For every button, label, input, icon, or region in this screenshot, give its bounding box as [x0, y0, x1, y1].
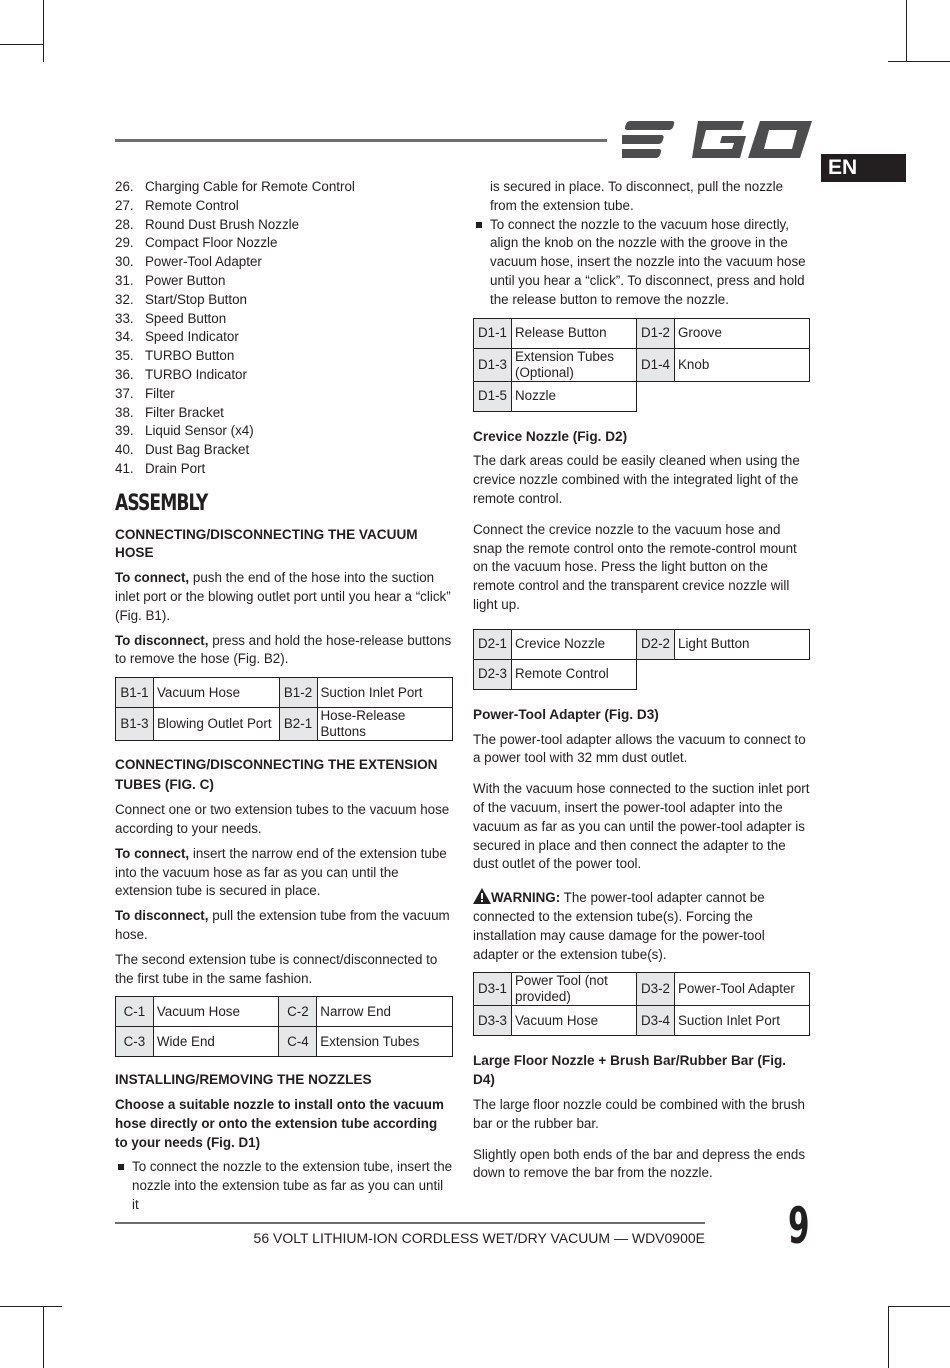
part-code: D3-2 [637, 973, 675, 1006]
list-item [115, 404, 453, 423]
nozzles-bullets-left [115, 1158, 453, 1214]
crevice-table [473, 629, 810, 690]
part-code: B1-3 [116, 708, 154, 741]
part-label: Narrow End [317, 997, 453, 1027]
list-item: To connect the nozzle to the extension tube, insert the nozzle into the extension tube as far as you can until it [115, 1158, 453, 1214]
list-item [115, 366, 453, 385]
list-item-number: 31. [115, 272, 134, 288]
part-code: C-2 [279, 997, 317, 1027]
list-item-label: Dust Bag Bracket [145, 442, 250, 458]
table-row [474, 381, 810, 411]
list-item [115, 253, 453, 272]
list-item-number: 33. [115, 310, 134, 326]
list-item-label: Filter Bracket [145, 404, 224, 420]
part-code: C-1 [116, 997, 154, 1027]
part-code: C-3 [116, 1027, 154, 1057]
crevice-p2: Connect the crevice nozzle to the vacuum hose and snap the remote control onto the remote-control mount on the vacuum hose. Press the light button on the remote control and the transparent crevice nozzle will light up. [473, 521, 797, 612]
tubes-table [115, 996, 453, 1057]
right-column [473, 178, 811, 1189]
list-item [115, 234, 453, 253]
tubes-title: CONNECTING/DISCONNECTING THE EXTENSION TUBES (FIG. C) [115, 757, 438, 793]
part-label: Release Button [512, 318, 637, 348]
table-row [474, 973, 810, 1006]
part-label: Suction Inlet Port [317, 678, 453, 708]
part-label: Crevice Nozzle [512, 629, 637, 659]
tubes-second: The second extension tube is connect/disconnected to the first tube in the same fashion. [115, 951, 438, 986]
table-cell-empty [675, 381, 810, 411]
table-row [474, 348, 810, 381]
part-label: Light Button [675, 629, 810, 659]
table-row [116, 1027, 453, 1057]
part-label: Suction Inlet Port [675, 1006, 810, 1036]
list-item-label: Power-Tool Adapter [145, 254, 262, 270]
list-item-number: 26. [115, 179, 134, 194]
part-code: D3-3 [474, 1006, 512, 1036]
hose-connect: To connect, push the end of the hose into the suction inlet port or the blowing outlet port until you hear a “click” (Fig. B1). [115, 570, 451, 623]
list-item [115, 347, 453, 366]
part-label: Knob [675, 348, 810, 381]
list-item-label: Remote Control [145, 197, 239, 213]
list-item-label: Power Button [145, 272, 226, 288]
list-item-label: Speed Indicator [145, 329, 239, 345]
nozzles-title: INSTALLING/REMOVING THE NOZZLES [115, 1072, 372, 1088]
list-item-label: Start/Stop Button [145, 291, 247, 307]
list-item-label: TURBO Button [145, 348, 235, 364]
part-label: Blowing Outlet Port [153, 708, 279, 741]
part-label: Power-Tool Adapter [675, 973, 810, 1006]
hose-disconnect: To disconnect, press and hold the hose-release buttons to remove the hose (Fig. B2). [115, 632, 452, 667]
tubes-intro: Connect one or two extension tubes to the vacuum hose according to your needs. [115, 802, 450, 836]
crop-mark [888, 61, 950, 62]
table-cell-empty [675, 659, 810, 689]
list-item-number: 39. [115, 423, 134, 439]
part-label: Vacuum Hose [153, 678, 279, 708]
list-item [115, 310, 453, 329]
part-label: Remote Control [512, 659, 637, 689]
part-code: D2-3 [474, 659, 512, 689]
list-item [115, 291, 453, 310]
part-label: Power Tool (not provided) [512, 973, 637, 1006]
part-code: D1-5 [474, 381, 512, 411]
list-item-number: 29. [115, 235, 134, 251]
list-item-number: 28. [115, 216, 134, 232]
table-cell-empty [637, 381, 675, 411]
list-item-number: 27. [115, 197, 134, 213]
left-column [115, 178, 453, 1221]
crop-mark [0, 1306, 62, 1307]
part-code: D2-2 [637, 629, 675, 659]
part-label: Vacuum Hose [512, 1006, 637, 1036]
nozzles-table [473, 318, 810, 412]
hose-title: CONNECTING/DISCONNECTING THE VACUUM HOSE [115, 526, 418, 561]
part-code: B2-1 [279, 708, 317, 741]
list-item-label: Speed Button [145, 310, 227, 326]
section-heading: ASSEMBLY [115, 490, 208, 516]
list-item-label: Charging Cable for Remote Control [145, 179, 355, 194]
parts-list [115, 178, 453, 479]
part-label: Extension Tubes (Optional) [512, 348, 637, 381]
nozzles-intro: Choose a suitable nozzle to install onto the vacuum hose directly or onto the extension tube according to your needs (Fig. D1) [115, 1097, 444, 1150]
page-number: 9 [788, 1197, 810, 1255]
adapter-table [473, 972, 810, 1036]
part-label: Vacuum Hose [153, 997, 279, 1027]
part-code: D3-4 [637, 1006, 675, 1036]
part-code: B1-1 [116, 678, 154, 708]
list-item-number: 37. [115, 385, 134, 401]
part-code: D1-3 [474, 348, 512, 381]
list-item-number: 30. [115, 254, 134, 270]
crop-mark [888, 1306, 889, 1368]
list-item-number: 36. [115, 366, 134, 382]
crop-mark [43, 1306, 44, 1368]
language-tab: EN [821, 154, 906, 182]
list-item [115, 441, 453, 460]
part-code: C-4 [279, 1027, 317, 1057]
tubes-connect: To connect, insert the narrow end of the extension tube into the vacuum hose as far as you can until the extension tube is secured in place. [115, 845, 447, 899]
list-item-label: Liquid Sensor (x4) [145, 423, 254, 439]
part-label: Nozzle [512, 381, 637, 411]
part-label: Wide End [153, 1027, 279, 1057]
part-label: Groove [675, 318, 810, 348]
list-item-label: Drain Port [145, 460, 206, 476]
large-floor-p1: The large floor nozzle could be combined with the brush bar or the rubber bar. [473, 1096, 805, 1131]
list-item [115, 216, 453, 235]
list-item-number: 38. [115, 404, 134, 420]
list-item: To connect the nozzle to the vacuum hose directly, align the knob on the nozzle with the groove in the vacuum hose, insert the nozzle into the vacuum hose until you hear a “click”. To disconnect, press and hold the release button to remove the nozzle. [473, 216, 811, 310]
crop-mark [43, 0, 44, 62]
table-row [116, 678, 453, 708]
list-item-label: Round Dust Brush Nozzle [145, 216, 300, 232]
crop-mark [0, 44, 44, 45]
part-code: D3-1 [474, 973, 512, 1006]
ego-logo [622, 118, 812, 162]
large-floor-p2: Slightly open both ends of the bar and depress the ends down to remove the bar from the nozzle. [473, 1146, 806, 1181]
table-row [116, 708, 453, 741]
list-item-number: 41. [115, 460, 134, 476]
list-item [115, 460, 453, 479]
table-row [474, 1006, 810, 1036]
table-row [116, 997, 453, 1027]
list-item-label: TURBO Indicator [145, 366, 247, 382]
table-row [474, 659, 810, 689]
table-row [474, 318, 810, 348]
footer-product: 56 VOLT LITHIUM-ION CORDLESS WET/DRY VACUUM — WDV0900E [253, 1230, 705, 1246]
list-item-number: 34. [115, 329, 134, 345]
large-floor-title: Large Floor Nozzle + Brush Bar/Rubber Bar (Fig. D4) [473, 1053, 787, 1088]
list-item-label: Compact Floor Nozzle [145, 235, 278, 251]
list-item [115, 272, 453, 291]
crevice-title: Crevice Nozzle (Fig. D2) [473, 428, 628, 444]
list-item-continued: is secured in place. To disconnect, pull the nozzle from the extension tube. [490, 179, 784, 213]
tubes-disconnect: To disconnect, pull the extension tube from the vacuum hose. [115, 908, 450, 942]
hose-table [115, 677, 453, 741]
part-code: D1-2 [637, 318, 675, 348]
part-code: D1-1 [474, 318, 512, 348]
adapter-title: Power-Tool Adapter (Fig. D3) [473, 706, 659, 722]
adapter-p1: The power-tool adapter allows the vacuum to connect to a power tool with 32 mm dust outlet. [473, 731, 806, 766]
part-code: D2-1 [474, 629, 512, 659]
adapter-warning: WARNING: The power-tool adapter cannot be connected to the extension tube(s). Forcing the installation may cause damage for the power-tool adapter or the extension tube(s). [473, 890, 765, 962]
list-item [115, 197, 453, 216]
table-row [474, 629, 810, 659]
crevice-p1: The dark areas could be easily cleaned when using the crevice nozzle combined with the integrated light of the remote control. [473, 453, 800, 506]
footer-rule [115, 1222, 705, 1224]
header-rule [115, 139, 607, 142]
table-cell-empty [637, 659, 675, 689]
part-label: Hose-Release Buttons [317, 708, 453, 741]
warning-icon [473, 888, 491, 904]
nozzles-bullets-right [473, 178, 811, 310]
part-label: Extension Tubes [317, 1027, 453, 1057]
list-item-number: 40. [115, 442, 134, 458]
crop-mark [888, 1306, 950, 1307]
list-item [115, 422, 453, 441]
list-item-number: 32. [115, 291, 134, 307]
list-item [115, 178, 453, 197]
crop-mark [906, 0, 907, 62]
part-code: B1-2 [279, 678, 317, 708]
list-item-label: Filter [145, 385, 175, 401]
adapter-p2: With the vacuum hose connected to the suction inlet port of the vacuum, insert the power-tool adapter into the vacuum as far as you can until the power-tool adapter is secured in place and then connect the adapter to the dust outlet of the power tool. [473, 781, 810, 872]
list-item [115, 328, 453, 347]
part-code: D1-4 [637, 348, 675, 381]
list-item-number: 35. [115, 348, 134, 364]
list-item [115, 385, 453, 404]
